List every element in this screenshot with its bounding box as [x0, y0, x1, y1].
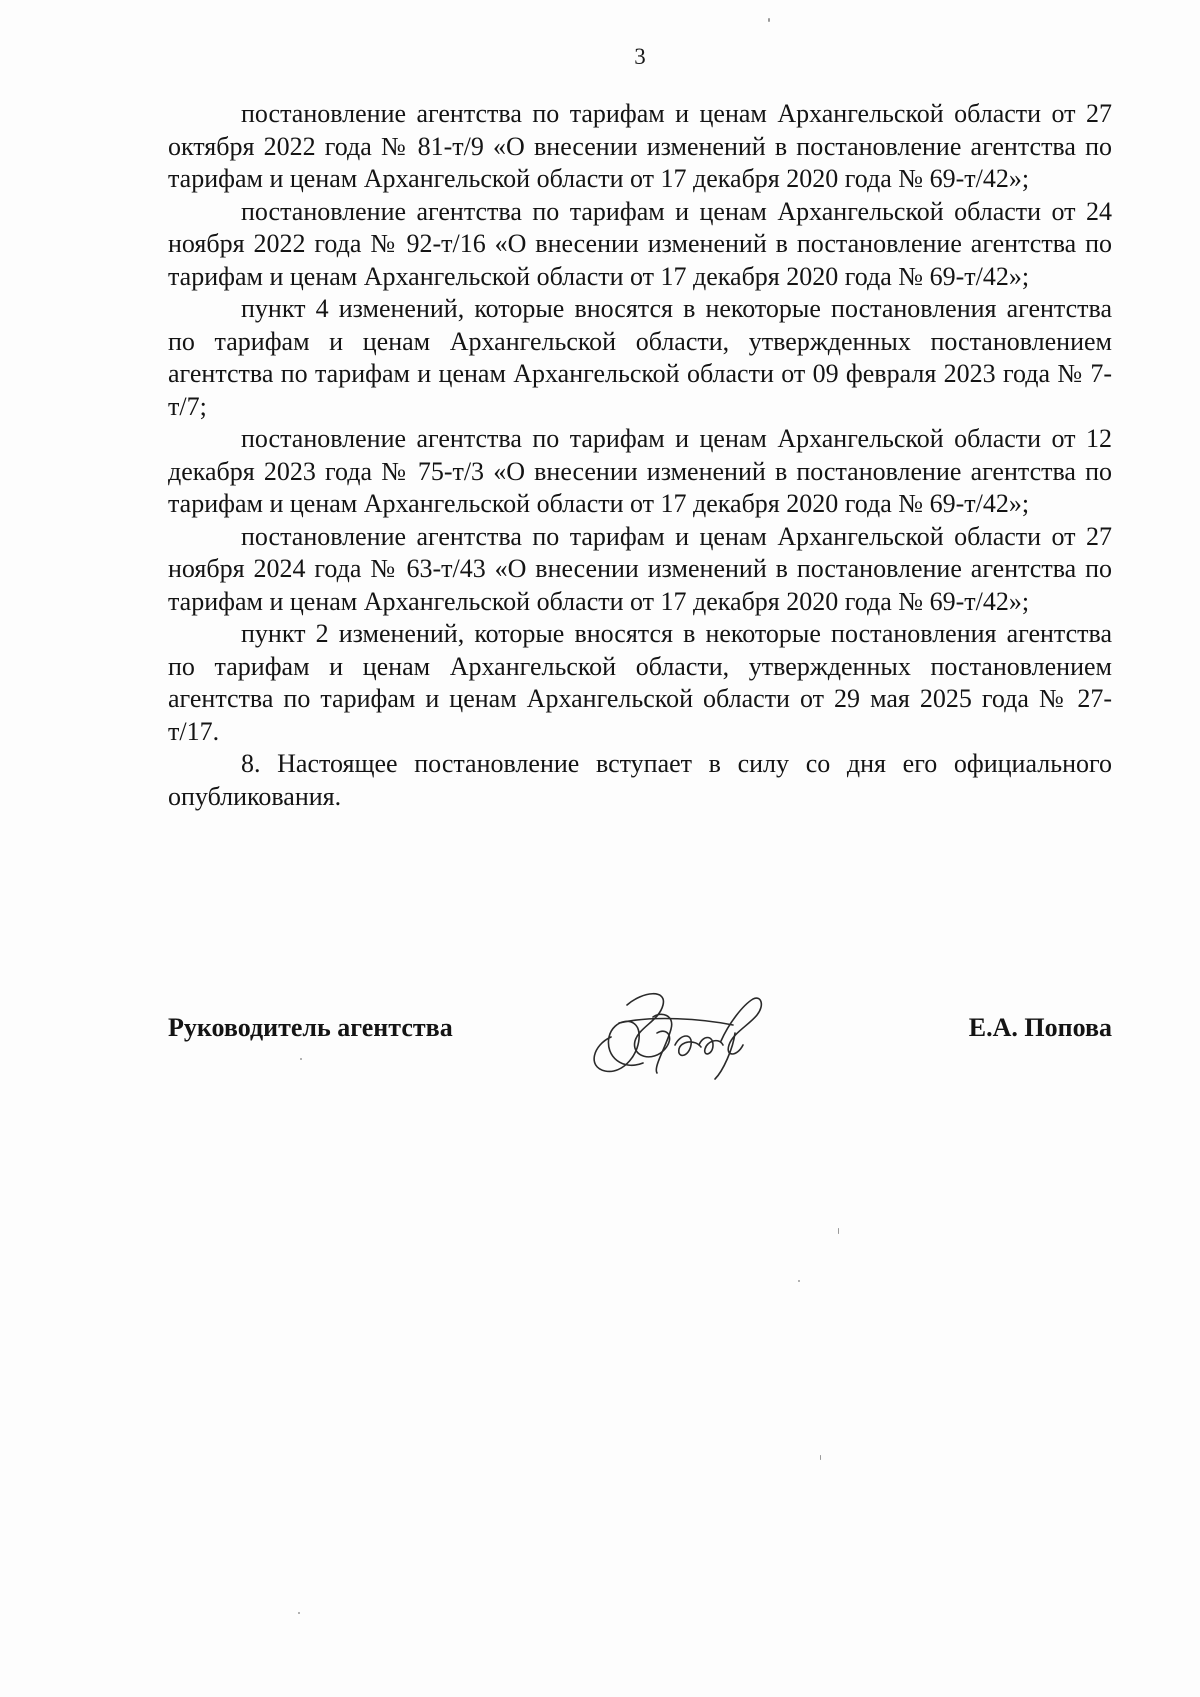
- scan-artifact: [838, 1228, 839, 1234]
- signature-block: [168, 975, 1112, 1115]
- paragraph-item-4: пункт 4 изменений, которые вносятся в некоторые постановления агентства по тарифам и ценам Архангельской области, утвержденных постановлением агентства по тарифам и ценам Архангельской области от 09 февраля 2023 года № 7-т/7;: [168, 294, 1112, 421]
- scan-artifact: [300, 1058, 302, 1060]
- signatory-name: Е.А. Попова: [968, 1013, 1112, 1042]
- signatory-title: Руководитель агентства: [168, 1013, 453, 1042]
- page-number: 3: [634, 44, 646, 69]
- paragraph-resolution-63: постановление агентства по тарифам и ценам Архангельской области от 27 ноября 2024 года № 63-т/43 «О внесении изменений в постановление агентства по тарифам и ценам Архангельской области от 17 декабря 2020 года № 69-т/42»;: [168, 521, 1112, 616]
- paragraph-resolution-75: постановление агентства по тарифам и ценам Архангельской области от 12 декабря 2023 года № 75-т/3 «О внесении изменений в постановление агентства по тарифам и ценам Архангельской области от 17 декабря 2020 года № 69-т/42»;: [168, 424, 1112, 518]
- scan-artifact: [820, 1455, 821, 1460]
- scan-artifact: [768, 18, 770, 22]
- paragraph-resolution-81: постановление агентства по тарифам и ценам Архангельской области от 27 октября 2022 года № 81-т/9 «О внесении изменений в постановление агентства по тарифам и ценам Архангельской области от 17 декабря 2020 года № 69-т/42»;: [168, 99, 1112, 193]
- paragraph-effective-date: 8. Настоящее постановление вступает в силу со дня его официального опубликования.: [168, 749, 1112, 811]
- scan-artifact: [798, 1280, 800, 1282]
- paragraph-resolution-92: постановление агентства по тарифам и ценам Архангельской области от 24 ноября 2022 года № 92-т/16 «О внесении изменений в постановление агентства по тарифам и ценам Архангельской области от 17 декабря 2020 года № 69-т/42»;: [168, 196, 1112, 291]
- scan-artifact: [298, 1612, 300, 1614]
- handwritten-signature: [583, 975, 773, 1085]
- paragraph-item-2: пункт 2 изменений, которые вносятся в некоторые постановления агентства по тарифам и ценам Архангельской области, утвержденных постановлением агентства по тарифам и ценам Архангельской области от 29 мая 2025 года № 27-т/17.: [168, 619, 1112, 746]
- document-body: [168, 98, 1112, 813]
